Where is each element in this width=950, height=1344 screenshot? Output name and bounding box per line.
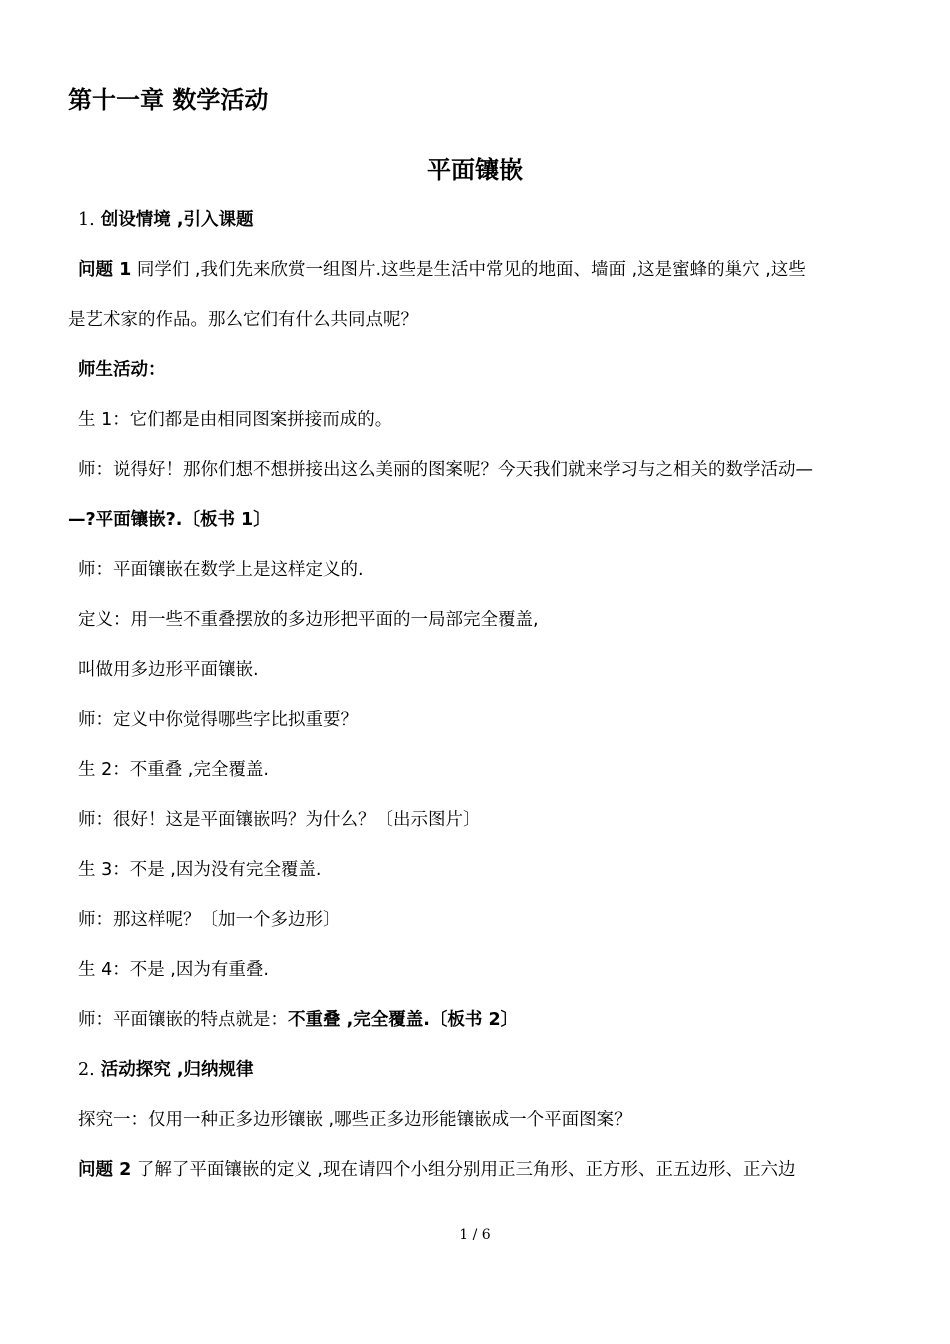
question-2-label: 问题 2 xyxy=(78,1160,132,1180)
question-2-line xyxy=(78,1158,795,1182)
student-2-line: 生 2：不重叠 ,完全覆盖. xyxy=(78,760,269,780)
activity-heading: 师生活动： xyxy=(78,360,166,380)
teacher-2-line: 师：平面镶嵌在数学上是这样定义的. xyxy=(78,560,364,580)
section-2-heading xyxy=(78,1058,254,1082)
teacher-1-line-2: —?平面镶嵌?.〔板书 1〕 xyxy=(68,510,271,530)
teacher-3-line: 师：定义中你觉得哪些字比拟重要？ xyxy=(78,710,358,730)
question-1-text: 同学们 ,我们先来欣赏一组图片.这些是生活中常见的地面、墙面 ,这是蜜蜂的巢穴 ,这些 xyxy=(131,260,806,280)
definition-line-2: 叫做用多边形平面镶嵌. xyxy=(78,660,259,680)
section-1-text: 创设情境 ,引入课题 xyxy=(100,210,254,230)
document-title: 平面镶嵌 xyxy=(427,156,523,184)
teacher-6-emphasis: 不重叠 ,完全覆盖.〔板书 2〕 xyxy=(288,1010,519,1030)
section-2-text: 活动探究 ,归纳规律 xyxy=(100,1060,254,1080)
section-1-heading xyxy=(78,208,254,232)
question-1-line-2: 是艺术家的作品。那么它们有什么共同点呢？ xyxy=(68,310,418,330)
teacher-1-line-1: 师：说得好！那你们想不想拼接出这么美丽的图案呢？今天我们就来学习与之相关的数学活动— xyxy=(78,460,813,480)
question-1-line-1 xyxy=(78,258,806,282)
question-2-text: 了解了平面镶嵌的定义 ,现在请四个小组分别用正三角形、正方形、正五边形、正六边 xyxy=(131,1160,796,1180)
question-1-label: 问题 1 xyxy=(78,260,132,280)
student-4-line: 生 4：不是 ,因为有重叠. xyxy=(78,960,269,980)
student-1-line: 生 1：它们都是由相同图案拼接而成的。 xyxy=(78,410,393,430)
teacher-5-line: 师：那这样呢？〔加一个多边形〕 xyxy=(78,910,341,930)
student-3-line: 生 3：不是 ,因为没有完全覆盖. xyxy=(78,860,322,880)
teacher-6-line xyxy=(78,1008,518,1032)
section-2-number: 2. xyxy=(78,1060,95,1080)
explore-1-line: 探究一：仅用一种正多边形镶嵌 ,哪些正多边形能镶嵌成一个平面图案？ xyxy=(78,1110,632,1130)
chapter-title: 第十一章 数学活动 xyxy=(68,86,269,114)
teacher-4-line: 师：很好！这是平面镶嵌吗？为什么？〔出示图片〕 xyxy=(78,810,481,830)
definition-line-1: 定义：用一些不重叠摆放的多边形把平面的一局部完全覆盖, xyxy=(78,610,539,630)
page-number: 1 / 6 xyxy=(459,1227,491,1243)
section-1-number: 1. xyxy=(78,210,95,230)
teacher-6-text: 师：平面镶嵌的特点就是： xyxy=(78,1010,288,1030)
